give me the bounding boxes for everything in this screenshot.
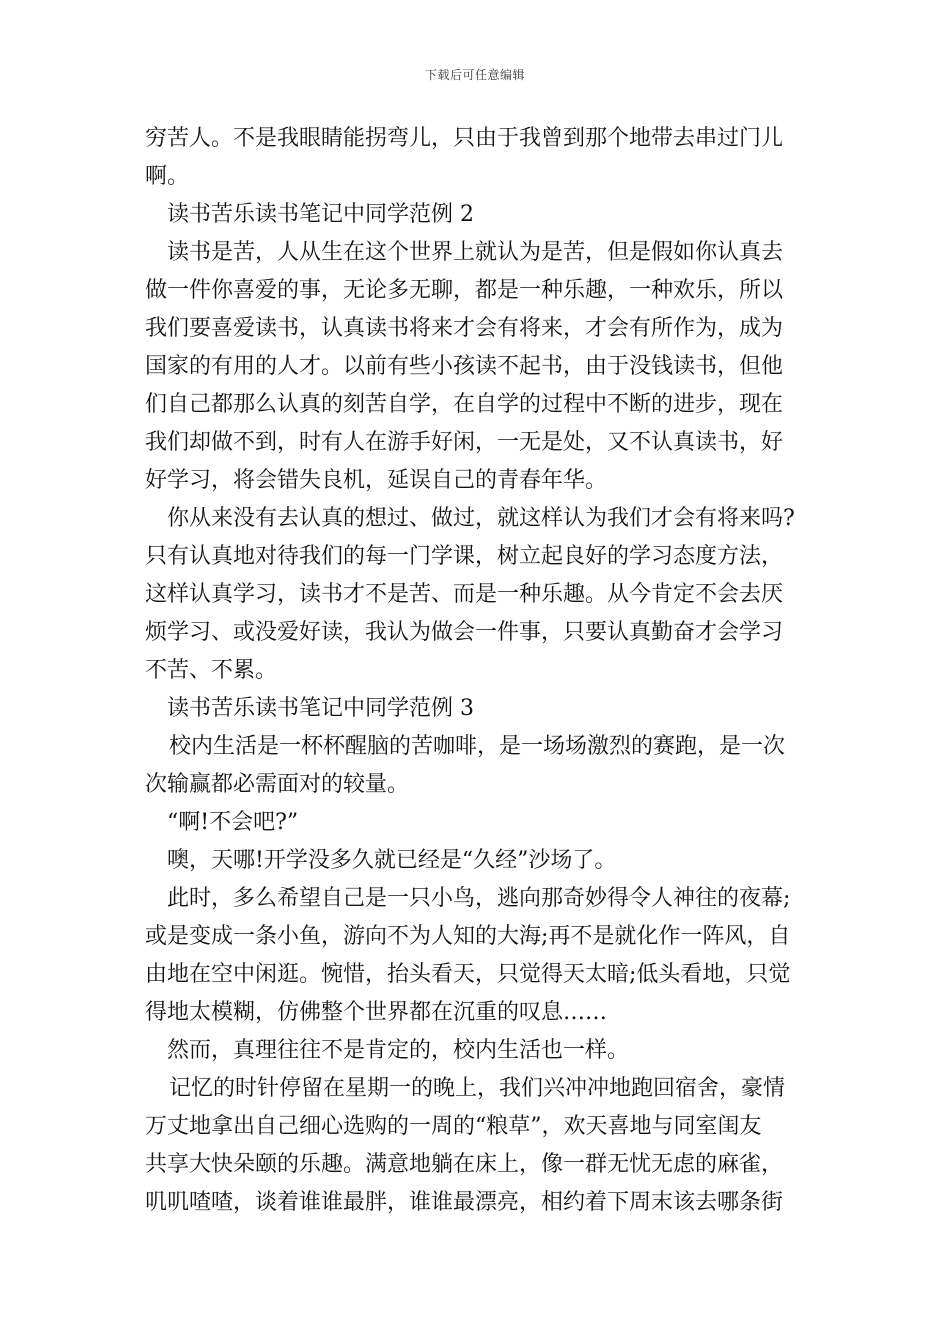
text-line: 万丈地拿出自己细心选购的一周的“粮草”，欢天喜地与同室闺友 bbox=[145, 1114, 762, 1139]
text-line: 记忆的时针停留在星期一的晚上，我们兴冲冲地跑回宿舍，豪情 bbox=[169, 1076, 786, 1101]
text-line: 你从来没有去认真的想过、做过，就这样认为我们才会有将来吗? bbox=[167, 506, 795, 531]
text-line: 或是变成一条小鱼，游向不为人知的大海;再不是就化作一阵风，自 bbox=[145, 924, 791, 949]
text-line: 噢，天哪!开学没多久就已经是“久经”沙场了。 bbox=[167, 848, 617, 873]
document-body bbox=[145, 120, 807, 1222]
text-line: 只有认真地对待我们的每一门学课，树立起良好的学习态度方法， bbox=[145, 544, 784, 569]
text-line: 国家的有用的人才。以前有些小孩读不起书，由于没钱读书，但他 bbox=[145, 354, 784, 379]
text-line: 这样认真学习，读书才不是苦、而是一种乐趣。从今肯定不会去厌 bbox=[145, 582, 784, 607]
section-heading: 读书苦乐读书笔记中同学范例 2 bbox=[167, 202, 474, 227]
text-line: 此时，多么希望自己是一只小鸟，逃向那奇妙得令人神往的夜幕; bbox=[167, 886, 791, 911]
text-line: 次输赢都必需面对的较量。 bbox=[145, 772, 410, 797]
text-line: 们自己都那么认真的刻苦自学，在自学的过程中不断的进步，现在 bbox=[145, 392, 784, 417]
text-line: 校内生活是一杯杯醒脑的苦咖啡，是一场场激烈的赛跑，是一次 bbox=[169, 734, 786, 759]
text-line: 叽叽喳喳，谈着谁谁最胖，谁谁最漂亮，相约着下周末该去哪条街 bbox=[145, 1190, 784, 1215]
text-line: 读书是苦，人从生在这个世界上就认为是苦，但是假如你认真去 bbox=[167, 240, 784, 265]
text-line: 共享大快朵颐的乐趣。满意地躺在床上，像一群无忧无虑的麻雀， bbox=[145, 1152, 784, 1177]
text-line: 穷苦人。不是我眼睛能拐弯儿，只由于我曾到那个地带去串过门儿 bbox=[145, 126, 784, 151]
text-line: 不苦、不累。 bbox=[145, 658, 278, 683]
text-line: “啊!不会吧?” bbox=[167, 810, 299, 835]
text-line: 然而，真理往往不是肯定的，校内生活也一样。 bbox=[167, 1038, 630, 1063]
section-heading: 读书苦乐读书笔记中同学范例 3 bbox=[167, 696, 474, 721]
text-line: 我们要喜爱读书，认真读书将来才会有将来，才会有所作为，成为 bbox=[145, 316, 784, 341]
text-line: 好学习，将会错失良机，延误自己的青春年华。 bbox=[145, 468, 608, 493]
text-line: 啊。 bbox=[145, 164, 190, 189]
text-line: 烦学习、或没爱好读，我认为做会一件事，只要认真勤奋才会学习 bbox=[145, 620, 784, 645]
text-line: 做一件你喜爱的事，无论多无聊，都是一种乐趣，一种欢乐，所以 bbox=[145, 278, 784, 303]
text-line: 得地太模糊，仿佛整个世界都在沉重的叹息…… bbox=[145, 1000, 608, 1025]
page-header: 下载后可任意编辑 bbox=[424, 68, 525, 82]
text-line: 我们却做不到，时有人在游手好闲，一无是处，又不认真读书，好 bbox=[145, 430, 784, 455]
text-line: 由地在空中闲逛。惋惜，抬头看天，只觉得天太暗;低头看地，只觉 bbox=[145, 962, 791, 987]
